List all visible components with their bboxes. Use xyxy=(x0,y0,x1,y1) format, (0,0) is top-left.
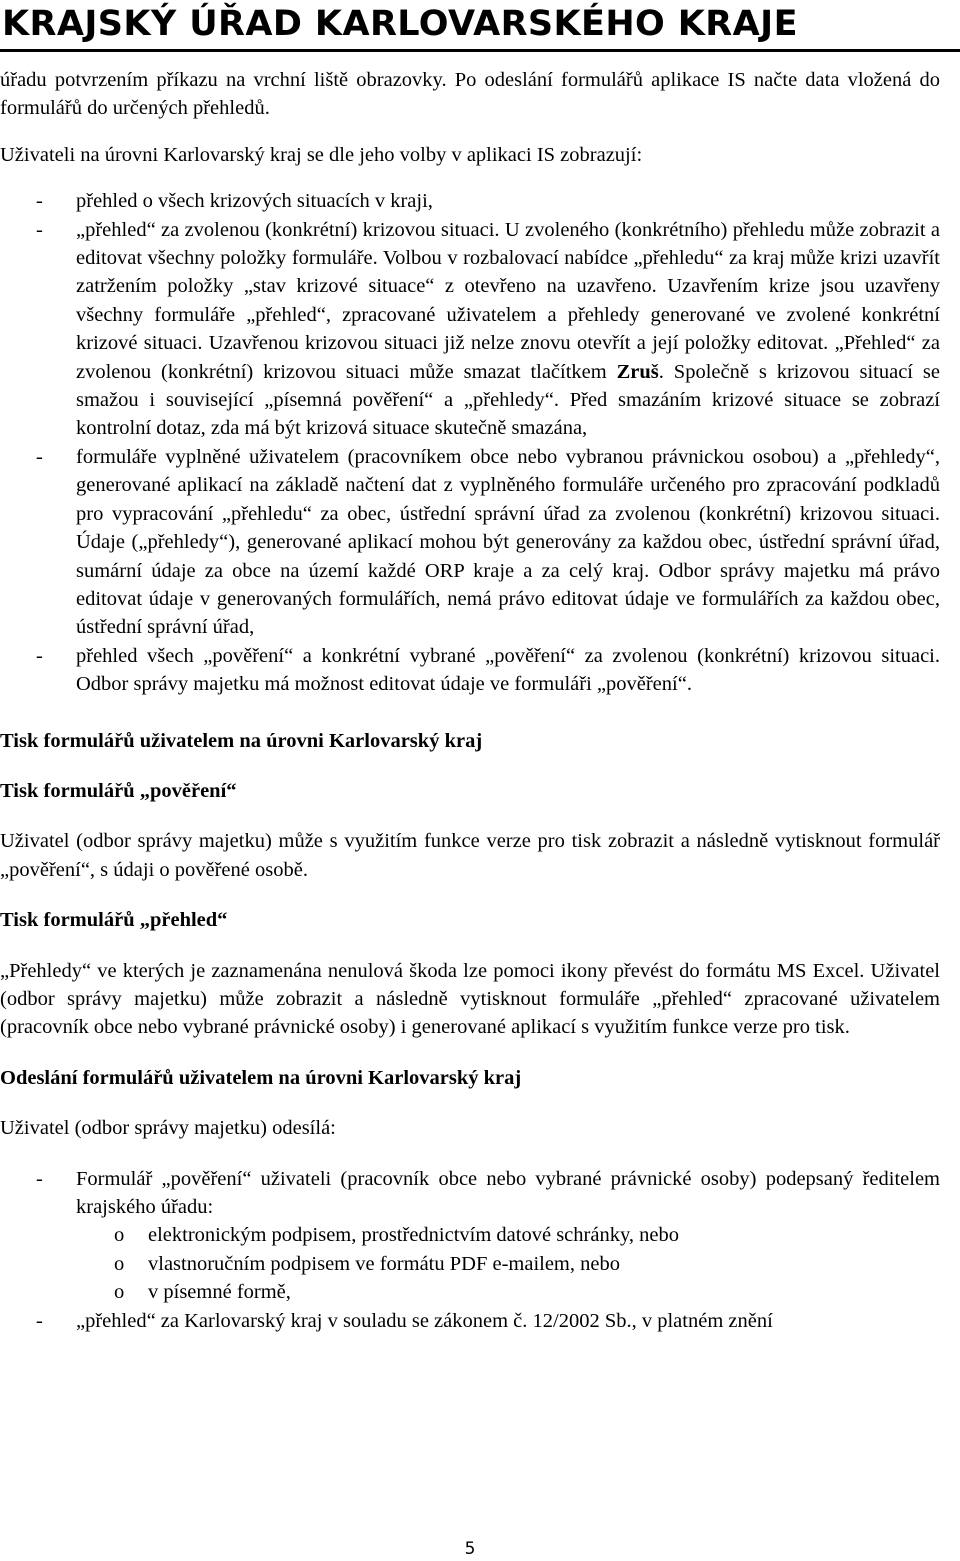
list-item-text: „přehled“ za zvolenou (konkrétní) krizovou situaci. U zvoleného (konkrétního) přehledu může zobrazit a editovat všechny položky formuláře. Volbou v rozbalovací nabídce „přehledu“ za kraj může krizi uzavřít zatržením položky „stav krizové situace“ z otevřeno na uzavřeno. Uzavřením krize jsou uzavřeny všechny formuláře „přehled“, zpracované uživatelem a přehledy generované ve zvolené konkrétní krizové situaci. Uzavřenou krizovou situaci již nelze znovu otevřít a její položky editovat. „Přehled“ za zvolenou (konkrétní) krizovou situaci může smazat tlačítkem xyxy=(76,218,940,383)
print-poverení-text: Uživatel (odbor správy majetku) může s využitím funkce verze pro tisk zobrazit a následně vytisknout formulář „pověření“, s údaji o pověřené osobě. xyxy=(0,830,940,881)
list-item xyxy=(0,443,940,642)
dash-marker: - xyxy=(36,1167,43,1190)
list-item xyxy=(0,1307,940,1335)
bullet-marker: o xyxy=(114,1224,125,1247)
sub-list-item-text: v písemné formě, xyxy=(148,1281,291,1304)
section-heading-send: Odeslání formulářů uživatelem na úrovni Karlovarský kraj xyxy=(0,1066,522,1089)
dash-marker: - xyxy=(36,1309,43,1332)
sub-list-item-text: vlastnoručním podpisem ve formátu PDF e-mailem, nebo xyxy=(148,1252,620,1275)
send-intro: Uživatel (odbor správy majetku) odesílá: xyxy=(0,1117,336,1140)
sub-list-item xyxy=(0,1250,940,1278)
list-item-text-cont: . Společně s krizovou situací se smažou i související „písemná pověření“ a „přehledy“. Před smazáním krizové situace se zobrazí kontrolní dotaz, zda má být krizová situace skutečně smazána, xyxy=(76,360,940,440)
dash-marker: - xyxy=(36,445,43,468)
list-item-text: „přehled“ za Karlovarský kraj v souladu se zákonem č. 12/2002 Sb., v platném znění xyxy=(76,1309,773,1332)
sub-list-item-text: elektronickým podpisem, prostřednictvím datové schránky, nebo xyxy=(148,1224,679,1247)
list-item xyxy=(0,642,940,699)
header-title: KRAJSKÝ ÚŘAD KARLOVARSKÉHO KRAJE xyxy=(2,4,798,44)
list-item-text: přehled všech „pověření“ a konkrétní vybrané „pověření“ za zvolenou (konkrétní) krizovou situaci. Odbor správy majetku má možnost editovat údaje ve formuláři „pověření“. xyxy=(76,644,940,696)
section-heading-print: Tisk formulářů uživatelem na úrovni Karlovarský kraj xyxy=(0,729,483,752)
list-item xyxy=(0,216,940,443)
bullet-marker: o xyxy=(114,1281,125,1304)
print-prehled-text: „Přehledy“ ve kterých je zaznamenána nenulová škoda lze pomoci ikony převést do formátu MS Excel. Uživatel (odbor správy majetku) může zobrazit a následně vytisknout formuláře „přehled“ zpracované uživatelem (pracovník obce nebo vybrané právnické osoby) i generované aplikací s využitím funkce verze pro tisk. xyxy=(0,959,940,1039)
list-item-text: Formulář „pověření“ uživateli (pracovník obce nebo vybrané právnické osoby) podepsaný ředitelem krajského úřadu: xyxy=(76,1167,940,1218)
list-item-text: formuláře vyplněné uživatelem (pracovníkem obce nebo vybranou právnickou osobou) a „přehledy“, generované aplikací na základě načtení dat z vyplněného formuláře určeného pro zpracování podkladů pro vypracování „přehledu“ za obec, ústřední správní úřad za zvolenou (konkrétní) krizovou situaci. Údaje („přehledy“), generované aplikací mohou být generovány za každou obec, ústřední správní úřad, sumární údaje za obce na území každé ORP kraje a za celý kraj. Odbor správy majetku má právo editovat údaje v generovaných formulářích, nemá právo editovat údaje ve formulářích za každou obec, ústřední správní úřad, xyxy=(76,445,940,639)
dash-marker: - xyxy=(36,218,43,241)
header-rule xyxy=(0,49,960,52)
page-number: 5 xyxy=(464,1539,476,1559)
page-header xyxy=(0,0,960,52)
intro-paragraph-1: úřadu potvrzením příkazu na vrchní liště obrazovky. Po odeslání formulářů aplikace IS načte data vložená do formulářů do určených přehledů. xyxy=(0,69,940,120)
bullet-marker: o xyxy=(114,1252,125,1275)
sub-list-item xyxy=(0,1221,940,1249)
zrus-button-label: Zruš xyxy=(616,360,659,383)
subheading-print-prehled: Tisk formulářů „přehled“ xyxy=(0,909,228,932)
list-item xyxy=(0,187,940,215)
document-body xyxy=(0,66,940,1335)
subheading-print-poverení: Tisk formulářů „pověření“ xyxy=(0,779,237,802)
dash-marker: - xyxy=(36,644,43,667)
list-item-text: přehled o všech krizových situacích v kraji, xyxy=(76,190,433,213)
dash-marker: - xyxy=(36,190,43,213)
list-item xyxy=(0,1165,940,1222)
sub-list-item xyxy=(0,1278,940,1306)
intro-paragraph-2: Uživateli na úrovni Karlovarský kraj se dle jeho volby v aplikaci IS zobrazují: xyxy=(0,143,643,166)
